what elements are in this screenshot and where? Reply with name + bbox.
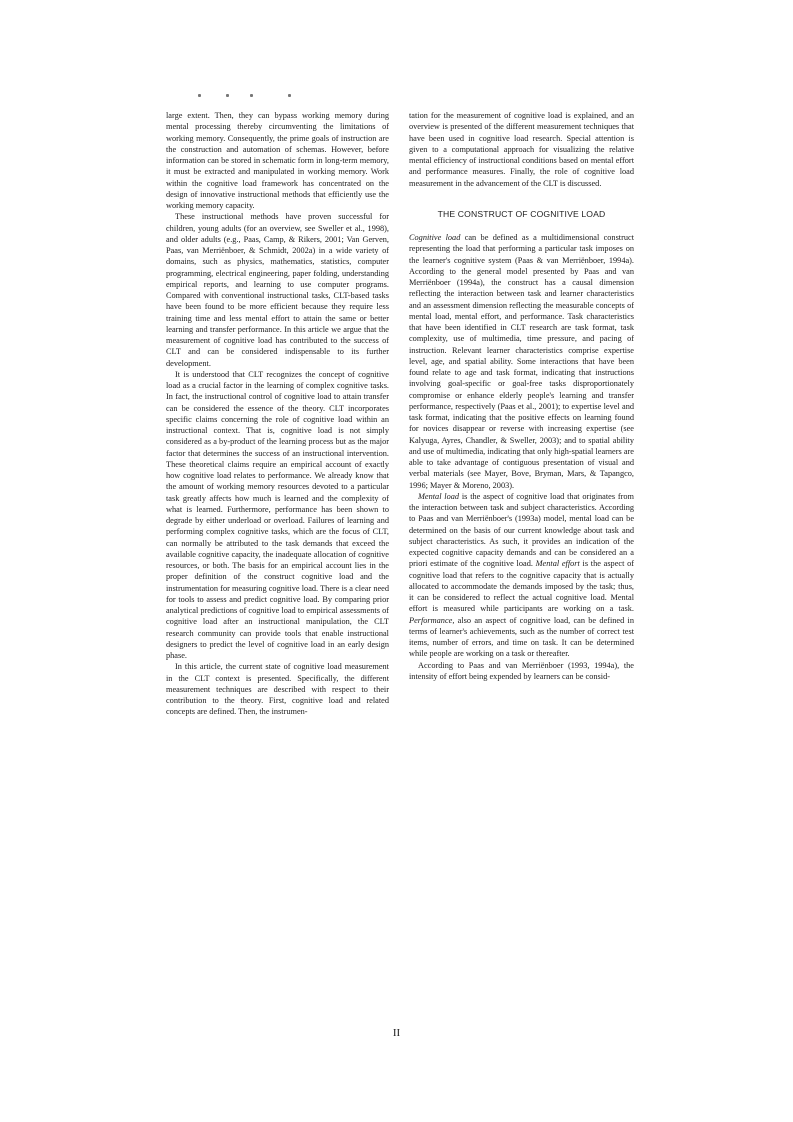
right-column [409,110,634,682]
right-paragraph-3-text-c: , also an aspect of cognitive load, can be defined in terms of learner's achievements, such as the number of correct test items, number of errors, and time on task. It can be determined while people are working on a task or thereafter. [409,615,634,659]
right-paragraph-3 [409,491,634,660]
right-paragraph-3-text-a: is the aspect of cognitive load that originates from the interaction between task and subject characteristics. According to Paas and van Merriënboer's (1993a) model, mental load can be determined on the basis of our current knowledge about task and subject characteristics. As such, it provides an indication of the expected cognitive capacity demands and can be considered an a priori estimate of the cognitive load. [409,491,634,569]
right-paragraph-1: tation for the measurement of cognitive load is explained, and an overview is presented of the different measurement techniques that have been used in cognitive load research. Special attention is given to a computational approach for visualizing the relative mental efficiency of instructional conditions based on mental effort and performance measures. Finally, the role of cognitive load measurement in the advancement of the CLT is discussed. [409,111,634,188]
term-cognitive-load: Cognitive load [409,233,461,242]
left-paragraph-2: These instructional methods have proven successful for children, young adults (for an overview, see Sweller et al., 1998), and older adults (e.g., Paas, Camp, & Rikers, 2001; Van Gerven, Paas, van Merriënboer, & Schmidt, 2002a) in a wide variety of domains, such as physics, mathematics, statistics, computer programming, electrical engineering, paper folding, understanding empirical reports, and learning to use computer programs. Compared with conventional instructional tasks, CLT-based tasks have been found to be more efficient because they require less training time and less mental effort to attain the same or better learning and transfer performance. In this article we argue that the measurement of cognitive load has contributed to the success of CLT and can be considered indispensable to its further development. [166,212,389,368]
right-paragraph-4: According to Paas and van Merriënboer (1993, 1994a), the intensity of effort being expended by learners can be consid- [409,660,634,681]
header-remnant-marks [198,94,298,98]
right-paragraph-2-text: can be defined as a multidimensional construct representing the load that performing a particular task imposes on the learner's cognitive system (Paas & van Merriënboer, 1994a). According to the general model presented by Paas and van Merriënboer (1994a), the construct has a causal dimension reflecting the interaction between task and learner characteristics and an assessment dimension reflecting the measurable concepts of mental load, mental effort, and performance. Task characteristics that have been identified in CLT research are task format, task complexity, use of multimedia, time pressure, and pacing of instruction. Relevant learner characteristics comprise expertise level, age, and spatial ability. Some interactions that have been found relate to age and task format, indicating that instructions involving goal-specific or goal-free tasks disproportionately compromise or enhance elderly people's learning and transfer performance, respectively (Paas et al., 2001); to expertise level and task format, indicating that the positive effects on learning found for novices disappear or reverse with increasing expertise (see Kalyuga, Ayres, Chandler, & Sweller, 2003); and to spatial ability and use of multimedia, indicating that only high-spatial learners are able to take advantage of contiguous presentation of visual and verbal materials (see Mayer, Bove, Bryman, Mars, & Tapangco, 1996; Mayer & Moreno, 2003). [409,233,635,490]
term-performance: Performance [409,615,453,625]
term-mental-effort: Mental effort [535,559,580,569]
right-paragraph-3-text-b: is the aspect of cognitive load that refers to the cognitive capacity that is actually allocated to accommodate the demands imposed by the task; thus, it can be considered to reflect the actual cognitive load. Mental effort is measured while participants are working on a task. [409,559,635,614]
left-paragraph-4: In this article, the current state of cognitive load measurement in the CLT context is presented. Specifically, the different measurement techniques are described with respect to their contribution to the theory. First, cognitive load and related concepts are defined. Then, the instrumen- [166,662,389,717]
left-paragraph-3: It is understood that CLT recognizes the concept of cognitive load as a crucial factor in the learning of complex cognitive tasks. In fact, the instructional control of cognitive load to attain transfer can be considered the essence of the theory. CLT incorporates specific claims concerning the role of cognitive load within an instructional context. That is, cognitive load is not simply considered as a by-product of the learning process but as the major factor that determines the success of an instructional intervention. These theoretical claims require an empirical account of exactly how cognitive load relates to performance. We already know that the amount of working memory resources devoted to a particular task greatly affects how much is learned and the complexity of what is learned. Furthermore, performance has been shown to degrade by either underload or overload. Failures of learning and performing complex cognitive tasks, which are the focus of CLT, can normally be attributed to the task demands that exceed the available cognitive capacity, the inadequate allocation of cognitive resources, or both. The basis for an empirical account lies in the proper definition of the construct cognitive load and the instrumentation for measuring cognitive load. There is a clear need for tools to assess and predict cognitive load. By comparing prior analytical predictions of cognitive load to empirical assessments of cognitive load after an instructional manipulation, the CLT research community can provide tools that enable instructional designers to predict the level of cognitive load in an early design phase. [166,369,389,660]
term-mental-load: Mental load [418,491,460,501]
page-number: II [392,1027,401,1039]
section-heading: THE CONSTRUCT OF COGNITIVE LOAD [437,208,606,219]
left-column [166,110,389,718]
left-paragraph-1: large extent. Then, they can bypass working memory during mental processing thereby circumventing the limitations of working memory. Consequently, the prime goals of instruction are the construction and automation of schemas. However, before information can be stored in schematic form in long-term memory, it must be extracted and manipulated in working memory. Work within the cognitive load framework has concentrated on the design of innovative instructional methods that efficiently use the working memory capacity. [166,111,389,210]
right-paragraph-2 [409,232,634,491]
